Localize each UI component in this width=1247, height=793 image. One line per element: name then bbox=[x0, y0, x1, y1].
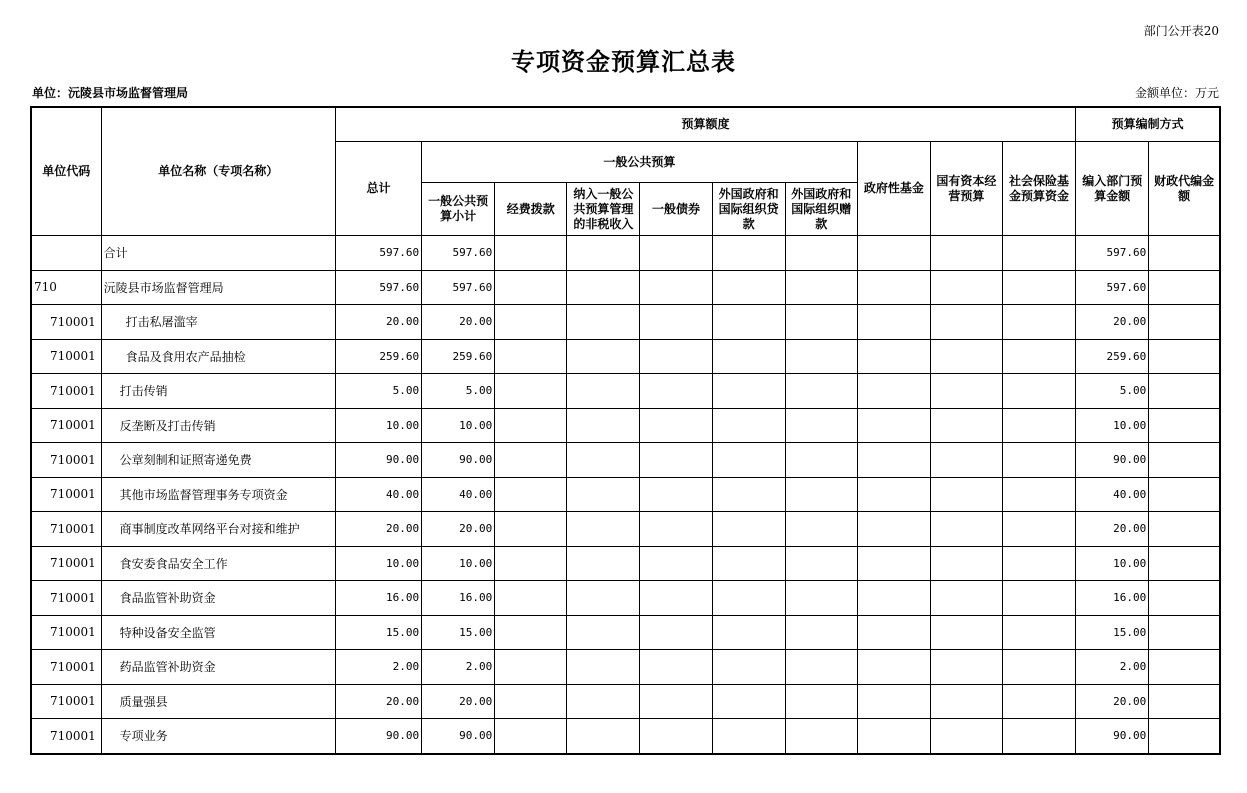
cell-empty bbox=[567, 270, 640, 305]
cell-gp-subtotal: 259.60 bbox=[422, 339, 495, 374]
col-nontax: 纳入一般公共预算管理的非税收入 bbox=[567, 183, 640, 236]
cell-empty bbox=[857, 270, 930, 305]
cell-dept-budget: 20.00 bbox=[1076, 684, 1149, 719]
col-foreign-grant: 外国政府和国际组织赠款 bbox=[785, 183, 857, 236]
cell-empty bbox=[857, 477, 930, 512]
cell-empty bbox=[640, 477, 712, 512]
cell-empty bbox=[640, 408, 712, 443]
cell-unit-name: 质量强县 bbox=[101, 684, 335, 719]
cell-empty bbox=[785, 236, 857, 271]
cell-empty bbox=[857, 443, 930, 478]
cell-total: 20.00 bbox=[335, 305, 421, 340]
cell-unit-name: 打击私屠滥宰 bbox=[101, 305, 335, 340]
cell-fiscal-proxy bbox=[1149, 443, 1220, 478]
table-row bbox=[31, 684, 1220, 719]
table-row bbox=[31, 581, 1220, 616]
cell-empty bbox=[785, 684, 857, 719]
cell-empty bbox=[495, 477, 567, 512]
table-row bbox=[31, 546, 1220, 581]
cell-unit-code bbox=[31, 236, 101, 271]
cell-empty bbox=[1002, 684, 1075, 719]
col-foreign-loan: 外国政府和国际组织贷款 bbox=[712, 183, 785, 236]
table-row bbox=[31, 339, 1220, 374]
cell-empty bbox=[1002, 581, 1075, 616]
cell-empty bbox=[640, 443, 712, 478]
cell-unit-name: 食品监管补助资金 bbox=[101, 581, 335, 616]
cell-gp-subtotal: 10.00 bbox=[422, 408, 495, 443]
cell-dept-budget: 597.60 bbox=[1076, 236, 1149, 271]
cell-empty bbox=[930, 305, 1002, 340]
cell-empty bbox=[712, 443, 785, 478]
cell-empty bbox=[567, 339, 640, 374]
cell-gp-subtotal: 20.00 bbox=[422, 512, 495, 547]
cell-empty bbox=[567, 719, 640, 754]
cell-unit-name: 合计 bbox=[101, 236, 335, 271]
cell-empty bbox=[640, 650, 712, 685]
col-unit-code: 单位代码 bbox=[31, 107, 101, 236]
col-budget-quota: 预算额度 bbox=[335, 107, 1075, 142]
cell-empty bbox=[712, 339, 785, 374]
cell-empty bbox=[712, 305, 785, 340]
cell-empty bbox=[712, 477, 785, 512]
cell-unit-name: 药品监管补助资金 bbox=[101, 650, 335, 685]
cell-empty bbox=[1002, 270, 1075, 305]
cell-unit-code: 710001 bbox=[31, 512, 101, 547]
cell-empty bbox=[712, 581, 785, 616]
cell-empty bbox=[712, 374, 785, 409]
cell-dept-budget: 259.60 bbox=[1076, 339, 1149, 374]
cell-empty bbox=[567, 374, 640, 409]
cell-empty bbox=[495, 408, 567, 443]
cell-total: 20.00 bbox=[335, 684, 421, 719]
cell-empty bbox=[785, 443, 857, 478]
col-gp-subtotal: 一般公共预算小计 bbox=[422, 183, 495, 236]
table-row bbox=[31, 512, 1220, 547]
cell-fiscal-proxy bbox=[1149, 339, 1220, 374]
cell-gp-subtotal: 5.00 bbox=[422, 374, 495, 409]
cell-empty bbox=[785, 339, 857, 374]
col-gov-fund: 政府性基金 bbox=[857, 142, 930, 236]
cell-unit-code: 710001 bbox=[31, 615, 101, 650]
cell-dept-budget: 2.00 bbox=[1076, 650, 1149, 685]
cell-empty bbox=[640, 581, 712, 616]
cell-total: 10.00 bbox=[335, 408, 421, 443]
cell-unit-code: 710001 bbox=[31, 374, 101, 409]
cell-dept-budget: 16.00 bbox=[1076, 581, 1149, 616]
cell-empty bbox=[712, 512, 785, 547]
cell-total: 5.00 bbox=[335, 374, 421, 409]
col-total: 总计 bbox=[335, 142, 421, 236]
cell-empty bbox=[930, 270, 1002, 305]
col-general-public: 一般公共预算 bbox=[422, 142, 858, 183]
cell-empty bbox=[640, 719, 712, 754]
cell-empty bbox=[1002, 408, 1075, 443]
cell-fiscal-proxy bbox=[1149, 581, 1220, 616]
cell-dept-budget: 90.00 bbox=[1076, 443, 1149, 478]
cell-gp-subtotal: 15.00 bbox=[422, 615, 495, 650]
cell-empty bbox=[1002, 512, 1075, 547]
cell-empty bbox=[930, 408, 1002, 443]
cell-empty bbox=[930, 236, 1002, 271]
table-row bbox=[31, 615, 1220, 650]
cell-empty bbox=[495, 719, 567, 754]
cell-unit-code: 710 bbox=[31, 270, 101, 305]
cell-empty bbox=[712, 615, 785, 650]
cell-total: 597.60 bbox=[335, 236, 421, 271]
cell-empty bbox=[712, 719, 785, 754]
cell-empty bbox=[567, 546, 640, 581]
cell-empty bbox=[930, 374, 1002, 409]
table-row bbox=[31, 408, 1220, 443]
cell-gp-subtotal: 20.00 bbox=[422, 684, 495, 719]
cell-empty bbox=[1002, 477, 1075, 512]
cell-empty bbox=[495, 650, 567, 685]
cell-empty bbox=[857, 546, 930, 581]
cell-empty bbox=[1002, 305, 1075, 340]
cell-empty bbox=[930, 719, 1002, 754]
cell-total: 90.00 bbox=[335, 719, 421, 754]
cell-fiscal-proxy bbox=[1149, 374, 1220, 409]
cell-fiscal-proxy bbox=[1149, 305, 1220, 340]
cell-empty bbox=[785, 581, 857, 616]
cell-empty bbox=[567, 408, 640, 443]
cell-unit-name: 公章刻制和证照寄递免费 bbox=[101, 443, 335, 478]
cell-dept-budget: 15.00 bbox=[1076, 615, 1149, 650]
cell-unit-code: 710001 bbox=[31, 443, 101, 478]
cell-empty bbox=[712, 408, 785, 443]
cell-empty bbox=[857, 581, 930, 616]
budget-table bbox=[30, 106, 1221, 755]
cell-unit-name: 打击传销 bbox=[101, 374, 335, 409]
table-row bbox=[31, 477, 1220, 512]
cell-fiscal-proxy bbox=[1149, 408, 1220, 443]
cell-empty bbox=[712, 684, 785, 719]
cell-empty bbox=[640, 374, 712, 409]
cell-gp-subtotal: 2.00 bbox=[422, 650, 495, 685]
cell-gp-subtotal: 40.00 bbox=[422, 477, 495, 512]
cell-unit-code: 710001 bbox=[31, 305, 101, 340]
cell-total: 2.00 bbox=[335, 650, 421, 685]
cell-empty bbox=[785, 719, 857, 754]
cell-empty bbox=[567, 236, 640, 271]
cell-unit-code: 710001 bbox=[31, 650, 101, 685]
cell-fiscal-proxy bbox=[1149, 477, 1220, 512]
cell-empty bbox=[857, 615, 930, 650]
col-fiscal-proxy: 财政代编金额 bbox=[1149, 142, 1220, 236]
cell-fiscal-proxy bbox=[1149, 719, 1220, 754]
cell-total: 259.60 bbox=[335, 339, 421, 374]
cell-unit-name: 特种设备安全监管 bbox=[101, 615, 335, 650]
cell-empty bbox=[930, 581, 1002, 616]
cell-gp-subtotal: 90.00 bbox=[422, 443, 495, 478]
cell-unit-code: 710001 bbox=[31, 719, 101, 754]
cell-dept-budget: 20.00 bbox=[1076, 305, 1149, 340]
cell-unit-name: 沅陵县市场监督管理局 bbox=[101, 270, 335, 305]
cell-empty bbox=[495, 305, 567, 340]
cell-dept-budget: 5.00 bbox=[1076, 374, 1149, 409]
cell-empty bbox=[640, 305, 712, 340]
unit-label: 单位：沅陵县市场监督管理局 bbox=[32, 86, 189, 100]
cell-total: 597.60 bbox=[335, 270, 421, 305]
cell-empty bbox=[930, 650, 1002, 685]
cell-empty bbox=[930, 615, 1002, 650]
table-row bbox=[31, 305, 1220, 340]
cell-unit-code: 710001 bbox=[31, 684, 101, 719]
cell-empty bbox=[712, 546, 785, 581]
cell-empty bbox=[785, 546, 857, 581]
cell-empty bbox=[567, 684, 640, 719]
cell-empty bbox=[857, 512, 930, 547]
cell-empty bbox=[567, 305, 640, 340]
cell-dept-budget: 10.00 bbox=[1076, 546, 1149, 581]
cell-unit-name: 专项业务 bbox=[101, 719, 335, 754]
cell-total: 15.00 bbox=[335, 615, 421, 650]
cell-empty bbox=[495, 270, 567, 305]
cell-empty bbox=[640, 236, 712, 271]
cell-empty bbox=[857, 305, 930, 340]
cell-empty bbox=[785, 270, 857, 305]
cell-dept-budget: 90.00 bbox=[1076, 719, 1149, 754]
cell-empty bbox=[857, 374, 930, 409]
money-unit-label: 金额单位：万元 bbox=[1134, 86, 1219, 100]
cell-fiscal-proxy bbox=[1149, 236, 1220, 271]
cell-gp-subtotal: 16.00 bbox=[422, 581, 495, 616]
cell-empty bbox=[495, 374, 567, 409]
table-row bbox=[31, 236, 1220, 271]
cell-empty bbox=[1002, 719, 1075, 754]
cell-empty bbox=[785, 408, 857, 443]
cell-empty bbox=[1002, 339, 1075, 374]
cell-fiscal-proxy bbox=[1149, 650, 1220, 685]
cell-empty bbox=[1002, 650, 1075, 685]
cell-unit-name: 食安委食品安全工作 bbox=[101, 546, 335, 581]
cell-empty bbox=[640, 270, 712, 305]
cell-empty bbox=[640, 684, 712, 719]
cell-unit-code: 710001 bbox=[31, 408, 101, 443]
cell-gp-subtotal: 597.60 bbox=[422, 236, 495, 271]
cell-gp-subtotal: 10.00 bbox=[422, 546, 495, 581]
cell-empty bbox=[857, 684, 930, 719]
cell-empty bbox=[1002, 546, 1075, 581]
cell-gp-subtotal: 597.60 bbox=[422, 270, 495, 305]
cell-empty bbox=[930, 443, 1002, 478]
page-title: 专项资金预算汇总表 bbox=[511, 48, 736, 76]
table-row bbox=[31, 443, 1220, 478]
cell-empty bbox=[567, 477, 640, 512]
cell-empty bbox=[495, 236, 567, 271]
cell-empty bbox=[1002, 615, 1075, 650]
table-row bbox=[31, 650, 1220, 685]
cell-empty bbox=[1002, 236, 1075, 271]
cell-empty bbox=[567, 650, 640, 685]
cell-fiscal-proxy bbox=[1149, 512, 1220, 547]
cell-empty bbox=[785, 615, 857, 650]
cell-empty bbox=[567, 615, 640, 650]
col-budget-method: 预算编制方式 bbox=[1076, 107, 1220, 142]
cell-total: 16.00 bbox=[335, 581, 421, 616]
cell-empty bbox=[930, 512, 1002, 547]
cell-empty bbox=[495, 581, 567, 616]
cell-fiscal-proxy bbox=[1149, 546, 1220, 581]
cell-fiscal-proxy bbox=[1149, 615, 1220, 650]
cell-empty bbox=[1002, 374, 1075, 409]
cell-empty bbox=[495, 615, 567, 650]
cell-empty bbox=[495, 512, 567, 547]
cell-dept-budget: 40.00 bbox=[1076, 477, 1149, 512]
cell-empty bbox=[930, 684, 1002, 719]
cell-empty bbox=[495, 443, 567, 478]
cell-empty bbox=[640, 546, 712, 581]
cell-unit-name: 其他市场监督管理事务专项资金 bbox=[101, 477, 335, 512]
table-row bbox=[31, 374, 1220, 409]
cell-total: 90.00 bbox=[335, 443, 421, 478]
col-debt: 一般债券 bbox=[640, 183, 712, 236]
cell-empty bbox=[857, 719, 930, 754]
cell-unit-code: 710001 bbox=[31, 339, 101, 374]
col-dept-budget: 编入部门预算金额 bbox=[1076, 142, 1149, 236]
table-row bbox=[31, 270, 1220, 305]
cell-dept-budget: 10.00 bbox=[1076, 408, 1149, 443]
col-state-capital: 国有资本经营预算 bbox=[930, 142, 1002, 236]
cell-empty bbox=[495, 684, 567, 719]
cell-empty bbox=[857, 236, 930, 271]
cell-total: 10.00 bbox=[335, 546, 421, 581]
cell-empty bbox=[712, 236, 785, 271]
cell-empty bbox=[640, 512, 712, 547]
cell-empty bbox=[857, 408, 930, 443]
cell-empty bbox=[930, 546, 1002, 581]
cell-unit-name: 食品及食用农产品抽检 bbox=[101, 339, 335, 374]
cell-empty bbox=[495, 339, 567, 374]
cell-empty bbox=[1002, 443, 1075, 478]
cell-empty bbox=[567, 581, 640, 616]
cell-empty bbox=[785, 305, 857, 340]
col-social-insurance: 社会保险基金预算资金 bbox=[1002, 142, 1075, 236]
col-funding: 经费拨款 bbox=[495, 183, 567, 236]
cell-empty bbox=[930, 339, 1002, 374]
cell-empty bbox=[640, 615, 712, 650]
cell-unit-code: 710001 bbox=[31, 477, 101, 512]
cell-gp-subtotal: 20.00 bbox=[422, 305, 495, 340]
cell-empty bbox=[495, 546, 567, 581]
cell-gp-subtotal: 90.00 bbox=[422, 719, 495, 754]
cell-total: 20.00 bbox=[335, 512, 421, 547]
cell-unit-name: 商事制度改革网络平台对接和维护 bbox=[101, 512, 335, 547]
cell-empty bbox=[785, 650, 857, 685]
col-unit-name: 单位名称（专项名称） bbox=[101, 107, 335, 236]
cell-empty bbox=[857, 650, 930, 685]
table-code-tag: 部门公开表20 bbox=[1143, 24, 1219, 38]
cell-dept-budget: 597.60 bbox=[1076, 270, 1149, 305]
cell-empty bbox=[712, 650, 785, 685]
cell-empty bbox=[785, 374, 857, 409]
cell-empty bbox=[785, 512, 857, 547]
cell-empty bbox=[567, 512, 640, 547]
cell-fiscal-proxy bbox=[1149, 270, 1220, 305]
cell-total: 40.00 bbox=[335, 477, 421, 512]
cell-unit-code: 710001 bbox=[31, 581, 101, 616]
cell-empty bbox=[857, 339, 930, 374]
cell-fiscal-proxy bbox=[1149, 684, 1220, 719]
cell-empty bbox=[640, 339, 712, 374]
cell-unit-code: 710001 bbox=[31, 546, 101, 581]
cell-empty bbox=[785, 477, 857, 512]
cell-empty bbox=[930, 477, 1002, 512]
cell-dept-budget: 20.00 bbox=[1076, 512, 1149, 547]
cell-empty bbox=[567, 443, 640, 478]
cell-empty bbox=[712, 270, 785, 305]
cell-unit-name: 反垄断及打击传销 bbox=[101, 408, 335, 443]
table-row bbox=[31, 719, 1220, 754]
